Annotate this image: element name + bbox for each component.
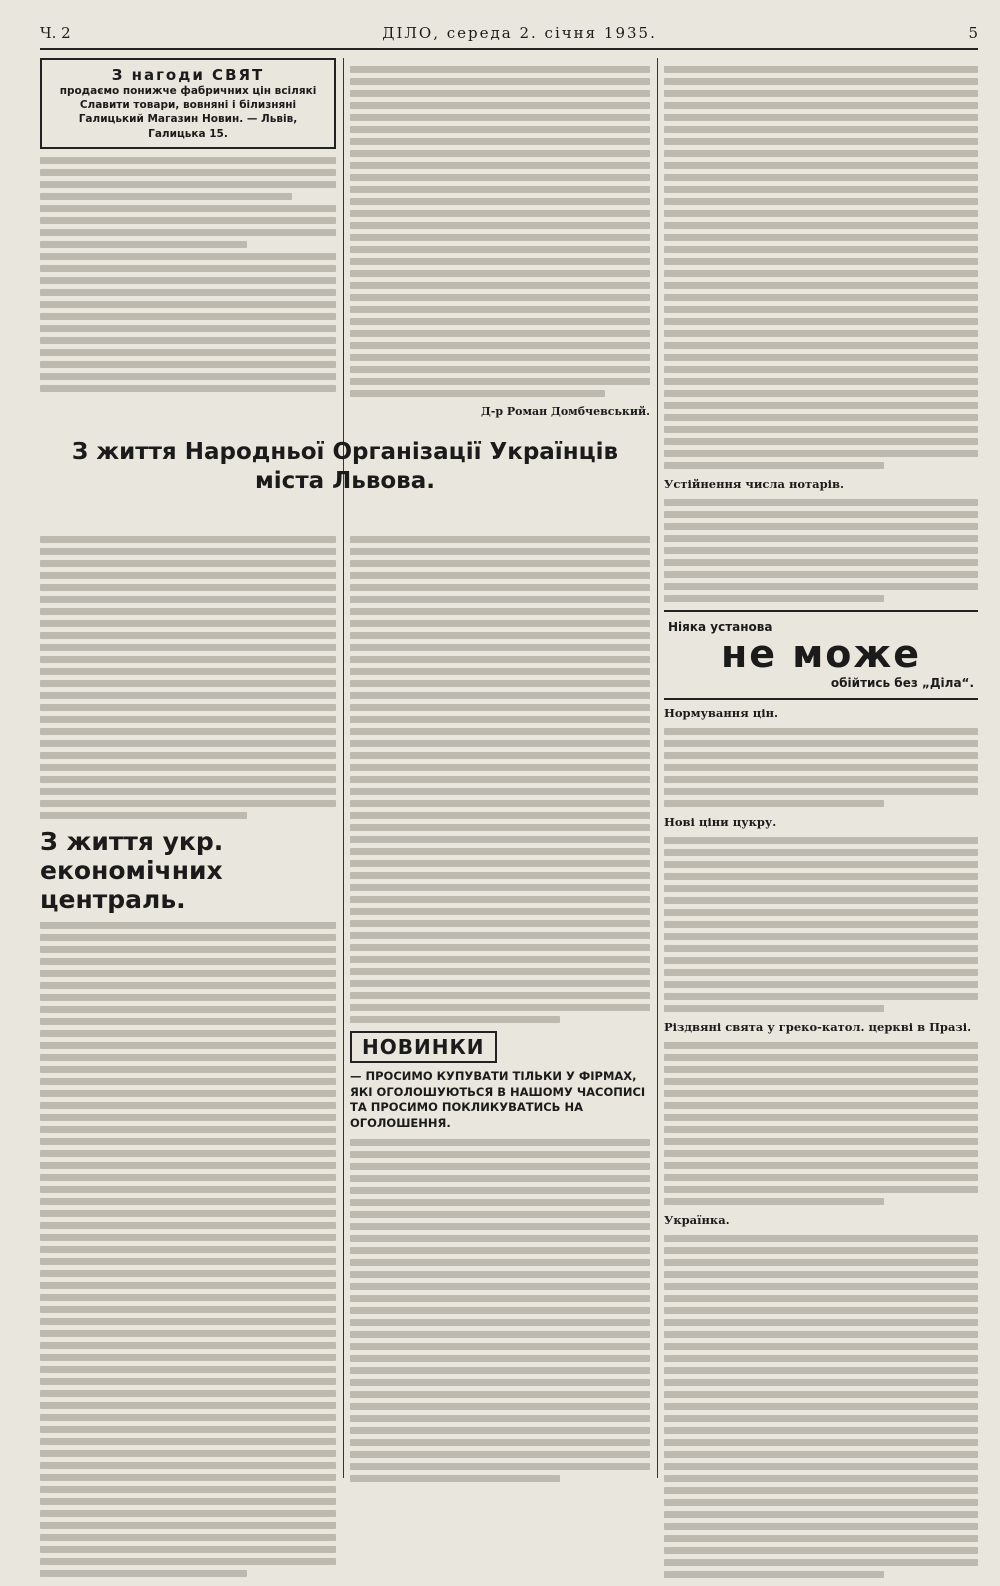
column-2-top xyxy=(350,58,650,422)
masthead xyxy=(40,22,978,44)
holiday-ad-text: продаємо понижче фабричних цін всілякі Славити товари, вовняні і білизняні Галицький Магазин Новин. — Львів, Галицька 15. xyxy=(59,85,317,140)
subhead: Українка. xyxy=(664,1212,730,1227)
advertiser-notice: — ПРОСИМО КУПУВАТИ ТІЛЬКИ У ФІРМАХ, ЯКІ ОГОЛОШУЮТЬСЯ В НАШОМУ ЧАСОПИСІ ТА ПРОСИМО ПОКЛИКУВАТИСЬ НА ОГОЛОШЕННЯ. xyxy=(350,1069,646,1130)
masthead-title: ДІЛО, середа 2. січня 1935. xyxy=(382,24,657,42)
column-1-lower xyxy=(40,528,336,1585)
headline-econ: З життя укр. економічних централь. xyxy=(40,827,224,914)
column-3 xyxy=(664,58,978,1586)
masthead-rule xyxy=(40,48,978,50)
news-section-title: НОВИНКИ xyxy=(350,1031,497,1063)
subhead: Різдвяні свята у греко-катол. церкві в Празі. xyxy=(664,1019,972,1034)
text-block xyxy=(664,499,978,602)
subhead: Нові ціни цукру. xyxy=(664,814,777,829)
text-block xyxy=(350,66,650,397)
headline-main: З життя Народньої Організації Українців міста Львова. xyxy=(71,439,619,494)
text-block xyxy=(664,1042,978,1205)
text-block xyxy=(664,728,978,807)
column-divider xyxy=(657,58,658,1478)
dilo-ad-line2: не може xyxy=(720,632,921,676)
text-block xyxy=(40,922,336,1577)
text-block xyxy=(350,1139,650,1482)
text-block xyxy=(40,536,336,819)
column-2-lower xyxy=(350,528,650,1490)
column-1 xyxy=(40,58,336,400)
subhead: Нормування цін. xyxy=(664,705,778,720)
dilo-ad xyxy=(664,610,978,700)
columns xyxy=(40,58,978,1478)
text-block xyxy=(664,1235,978,1578)
column-divider xyxy=(343,58,344,1478)
holiday-ad xyxy=(40,58,336,149)
text-block xyxy=(350,536,650,1023)
holiday-ad-heading: З нагоди СВЯТ xyxy=(111,66,265,84)
text-block xyxy=(664,837,978,1012)
page-number: 5 xyxy=(968,24,978,42)
subhead: Устійнення числа нотарів. xyxy=(664,477,845,491)
dilo-ad-line1: Ніяка установа xyxy=(668,620,773,634)
text-block xyxy=(40,157,336,392)
dilo-ad-line3: обійтись без „Діла“. xyxy=(830,675,974,690)
issue-number: Ч. 2 xyxy=(40,24,71,42)
text-block xyxy=(664,66,978,469)
article-signature: Д-р Роман Домбчевський. xyxy=(481,405,650,418)
